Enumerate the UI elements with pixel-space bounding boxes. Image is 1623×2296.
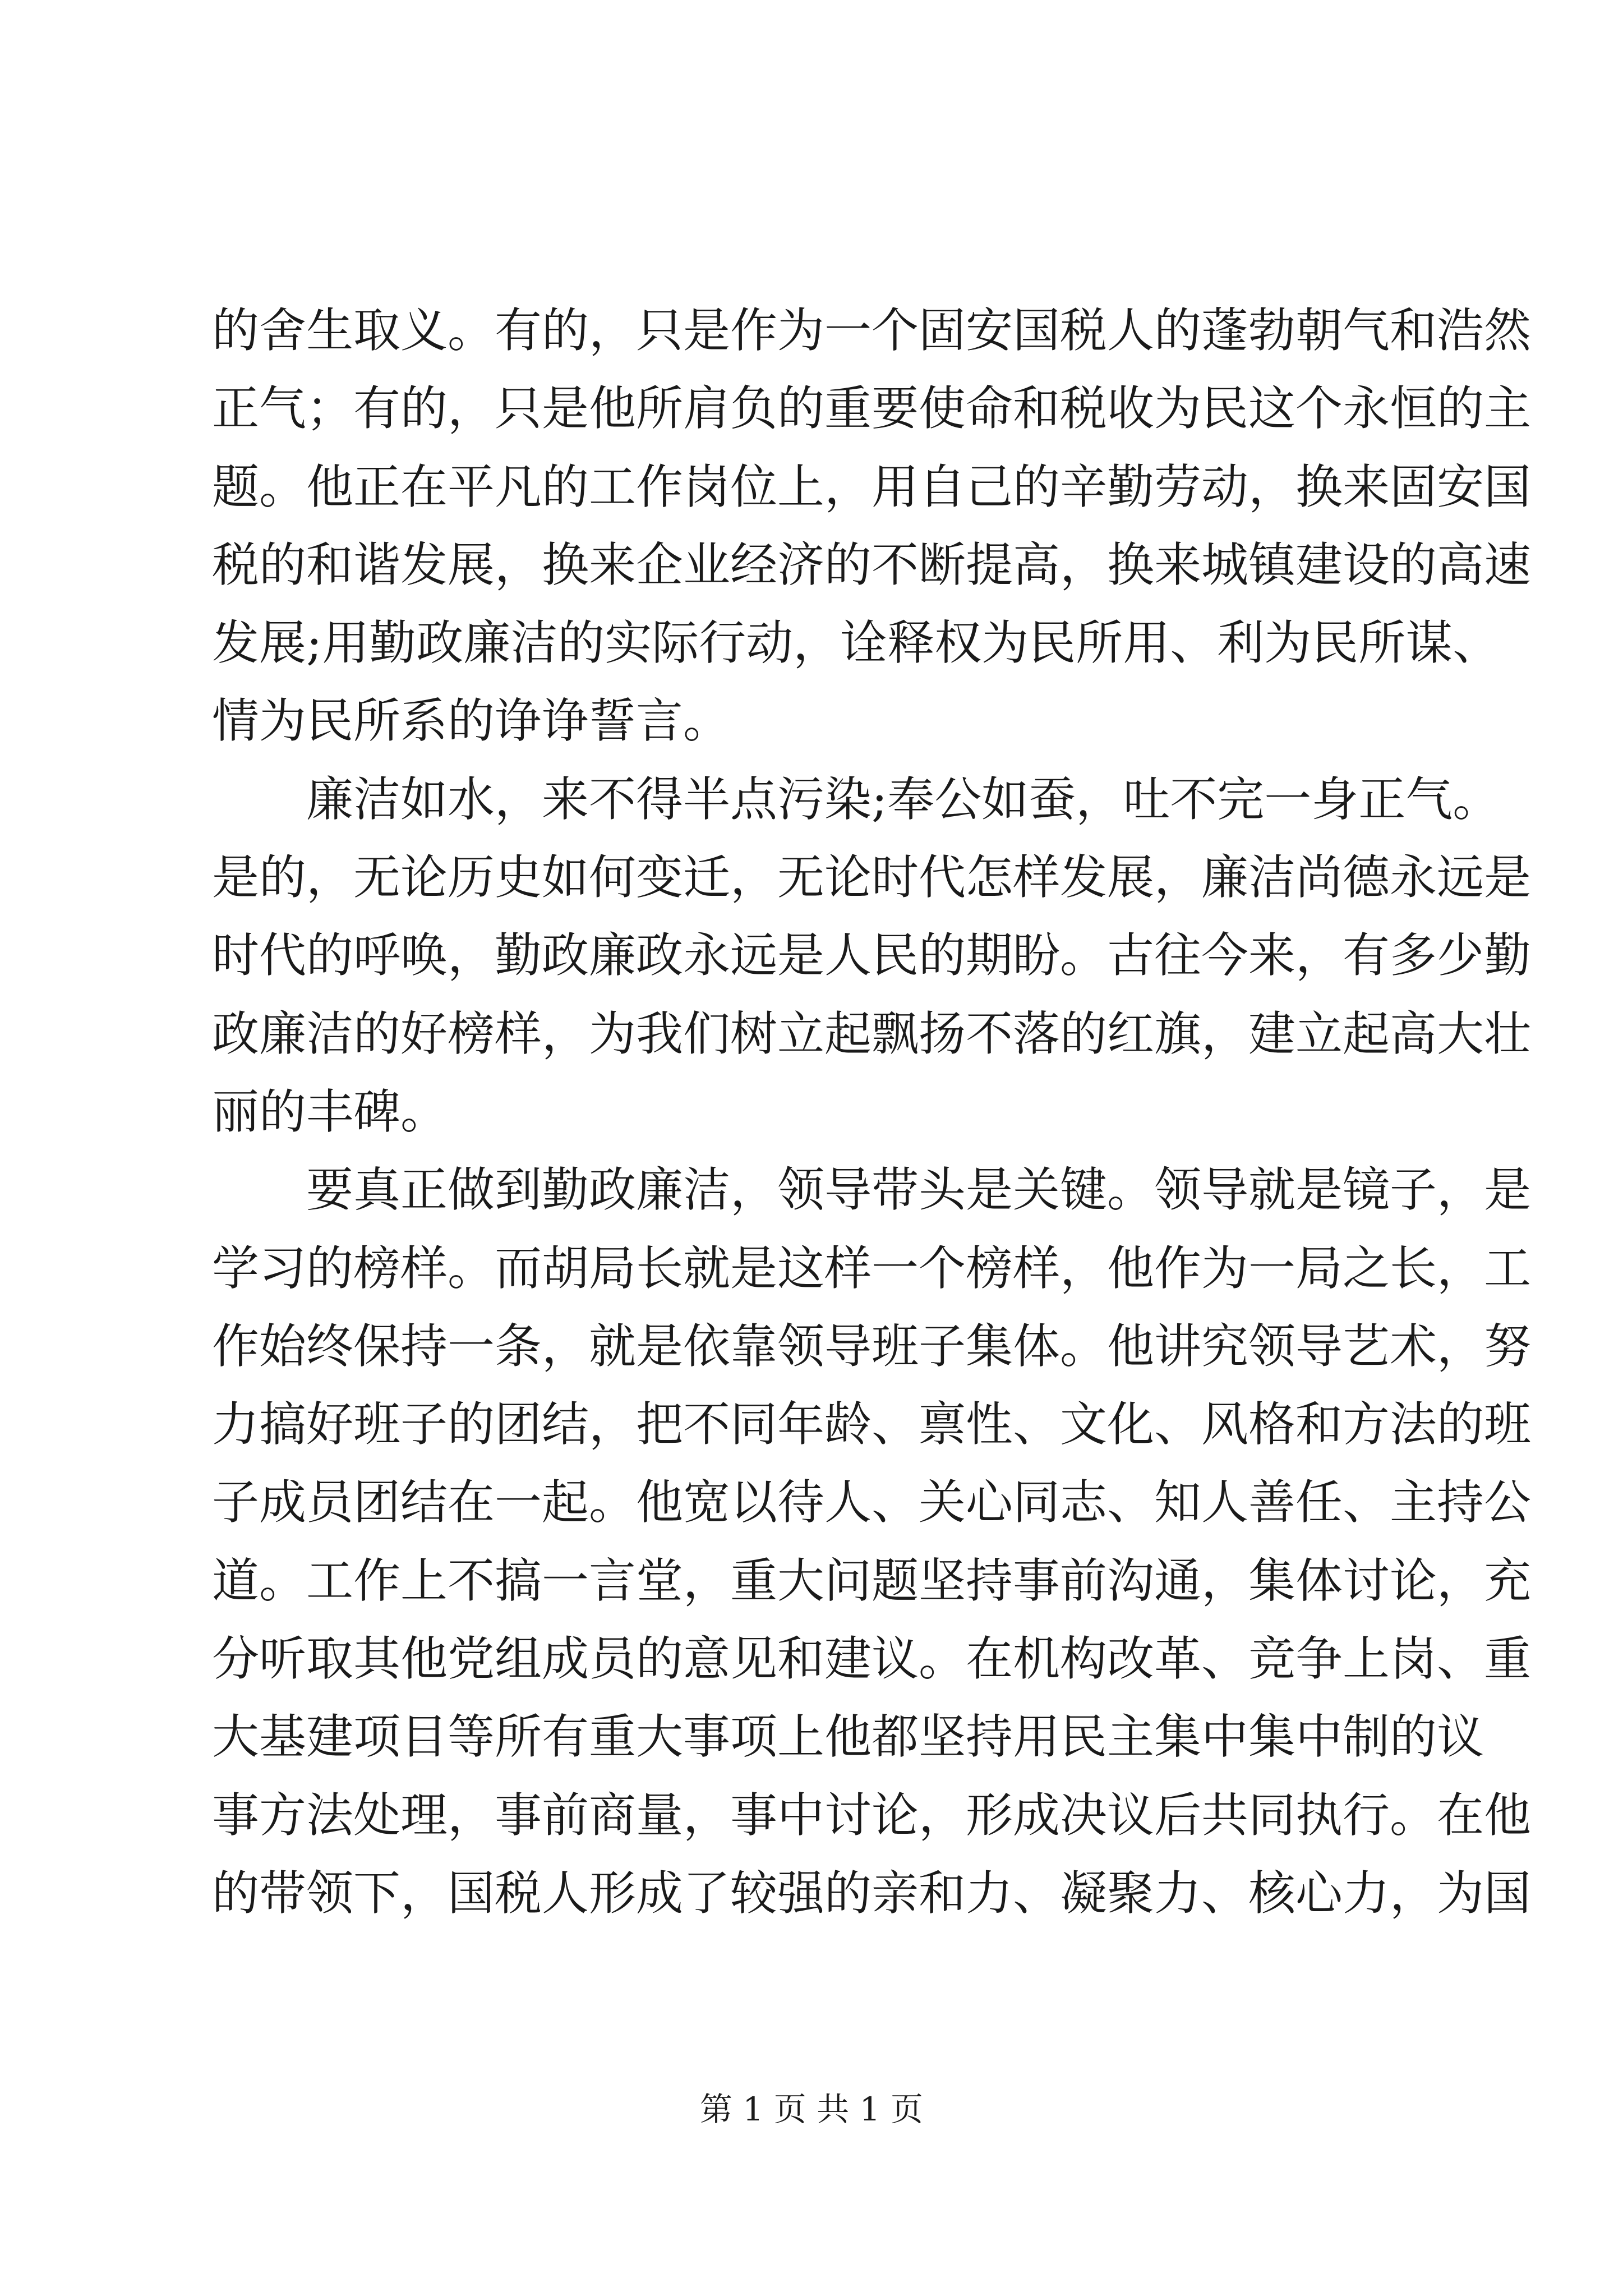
text-line: 税的和谐发展，换来企业经济的不断提高，换来城镇建设的高速 — [212, 537, 1532, 592]
text-line: 的带领下，国税人形成了较强的亲和力、凝聚力、核心力，为国 — [212, 1865, 1532, 1921]
paragraph-first-line: 要真正做到勤政廉洁，领导带头是关键。领导就是镜子，是 — [306, 1162, 1532, 1218]
text-line: 作始终保持一条，就是依靠领导班子集体。他讲究领导艺术，努 — [212, 1318, 1532, 1374]
text-line: 发展;用勤政廉洁的实际行动，诠释权为民所用、利为民所谋、 — [212, 615, 1500, 671]
text-line: 情为民所系的诤诤誓言。 — [212, 693, 731, 749]
text-line: 子成员团结在一起。他宽以待人、关心同志、知人善任、主持公 — [212, 1475, 1532, 1530]
text-line: 事方法处理，事前商量，事中讨论，形成决议后共同执行。在他 — [212, 1787, 1532, 1843]
text-line: 分听取其他党组成员的意见和建议。在机构改革、竞争上岗、重 — [212, 1631, 1532, 1687]
text-line: 丽的丰碑。 — [212, 1084, 448, 1139]
text-line: 大基建项目等所有重大事项上他都坚持用民主集中集中制的议 — [212, 1709, 1484, 1765]
text-line: 时代的呼唤，勤政廉政永远是人民的期盼。古往今来，有多少勤 — [212, 928, 1532, 983]
text-line: 的舍生取义。有的，只是作为一个固安国税人的蓬勃朝气和浩然 — [212, 303, 1532, 358]
text-line: 正气；有的，只是他所肩负的重要使命和税收为民这个永恒的主 — [212, 381, 1532, 436]
paragraph-first-line: 廉洁如水，来不得半点污染;奉公如蚕，吐不完一身正气。 — [306, 771, 1500, 827]
text-line: 政廉洁的好榜样，为我们树立起飘扬不落的红旗，建立起高大壮 — [212, 1006, 1532, 1061]
text-line: 是的，无论历史如何变迁，无论时代怎样发展，廉洁尚德永远是 — [212, 850, 1532, 905]
document-body — [212, 292, 1532, 1932]
page-footer: 第 1 页 共 1 页 — [700, 2090, 923, 2128]
text-line: 道。工作上不搞一言堂，重大问题坚持事前沟通，集体讨论，充 — [212, 1553, 1532, 1608]
text-line: 力搞好班子的团结，把不同年龄、禀性、文化、风格和方法的班 — [212, 1397, 1532, 1452]
text-line: 题。他正在平凡的工作岗位上，用自己的辛勤劳动，换来固安国 — [212, 459, 1532, 514]
text-line: 学习的榜样。而胡局长就是这样一个榜样，他作为一局之长，工 — [212, 1240, 1532, 1296]
